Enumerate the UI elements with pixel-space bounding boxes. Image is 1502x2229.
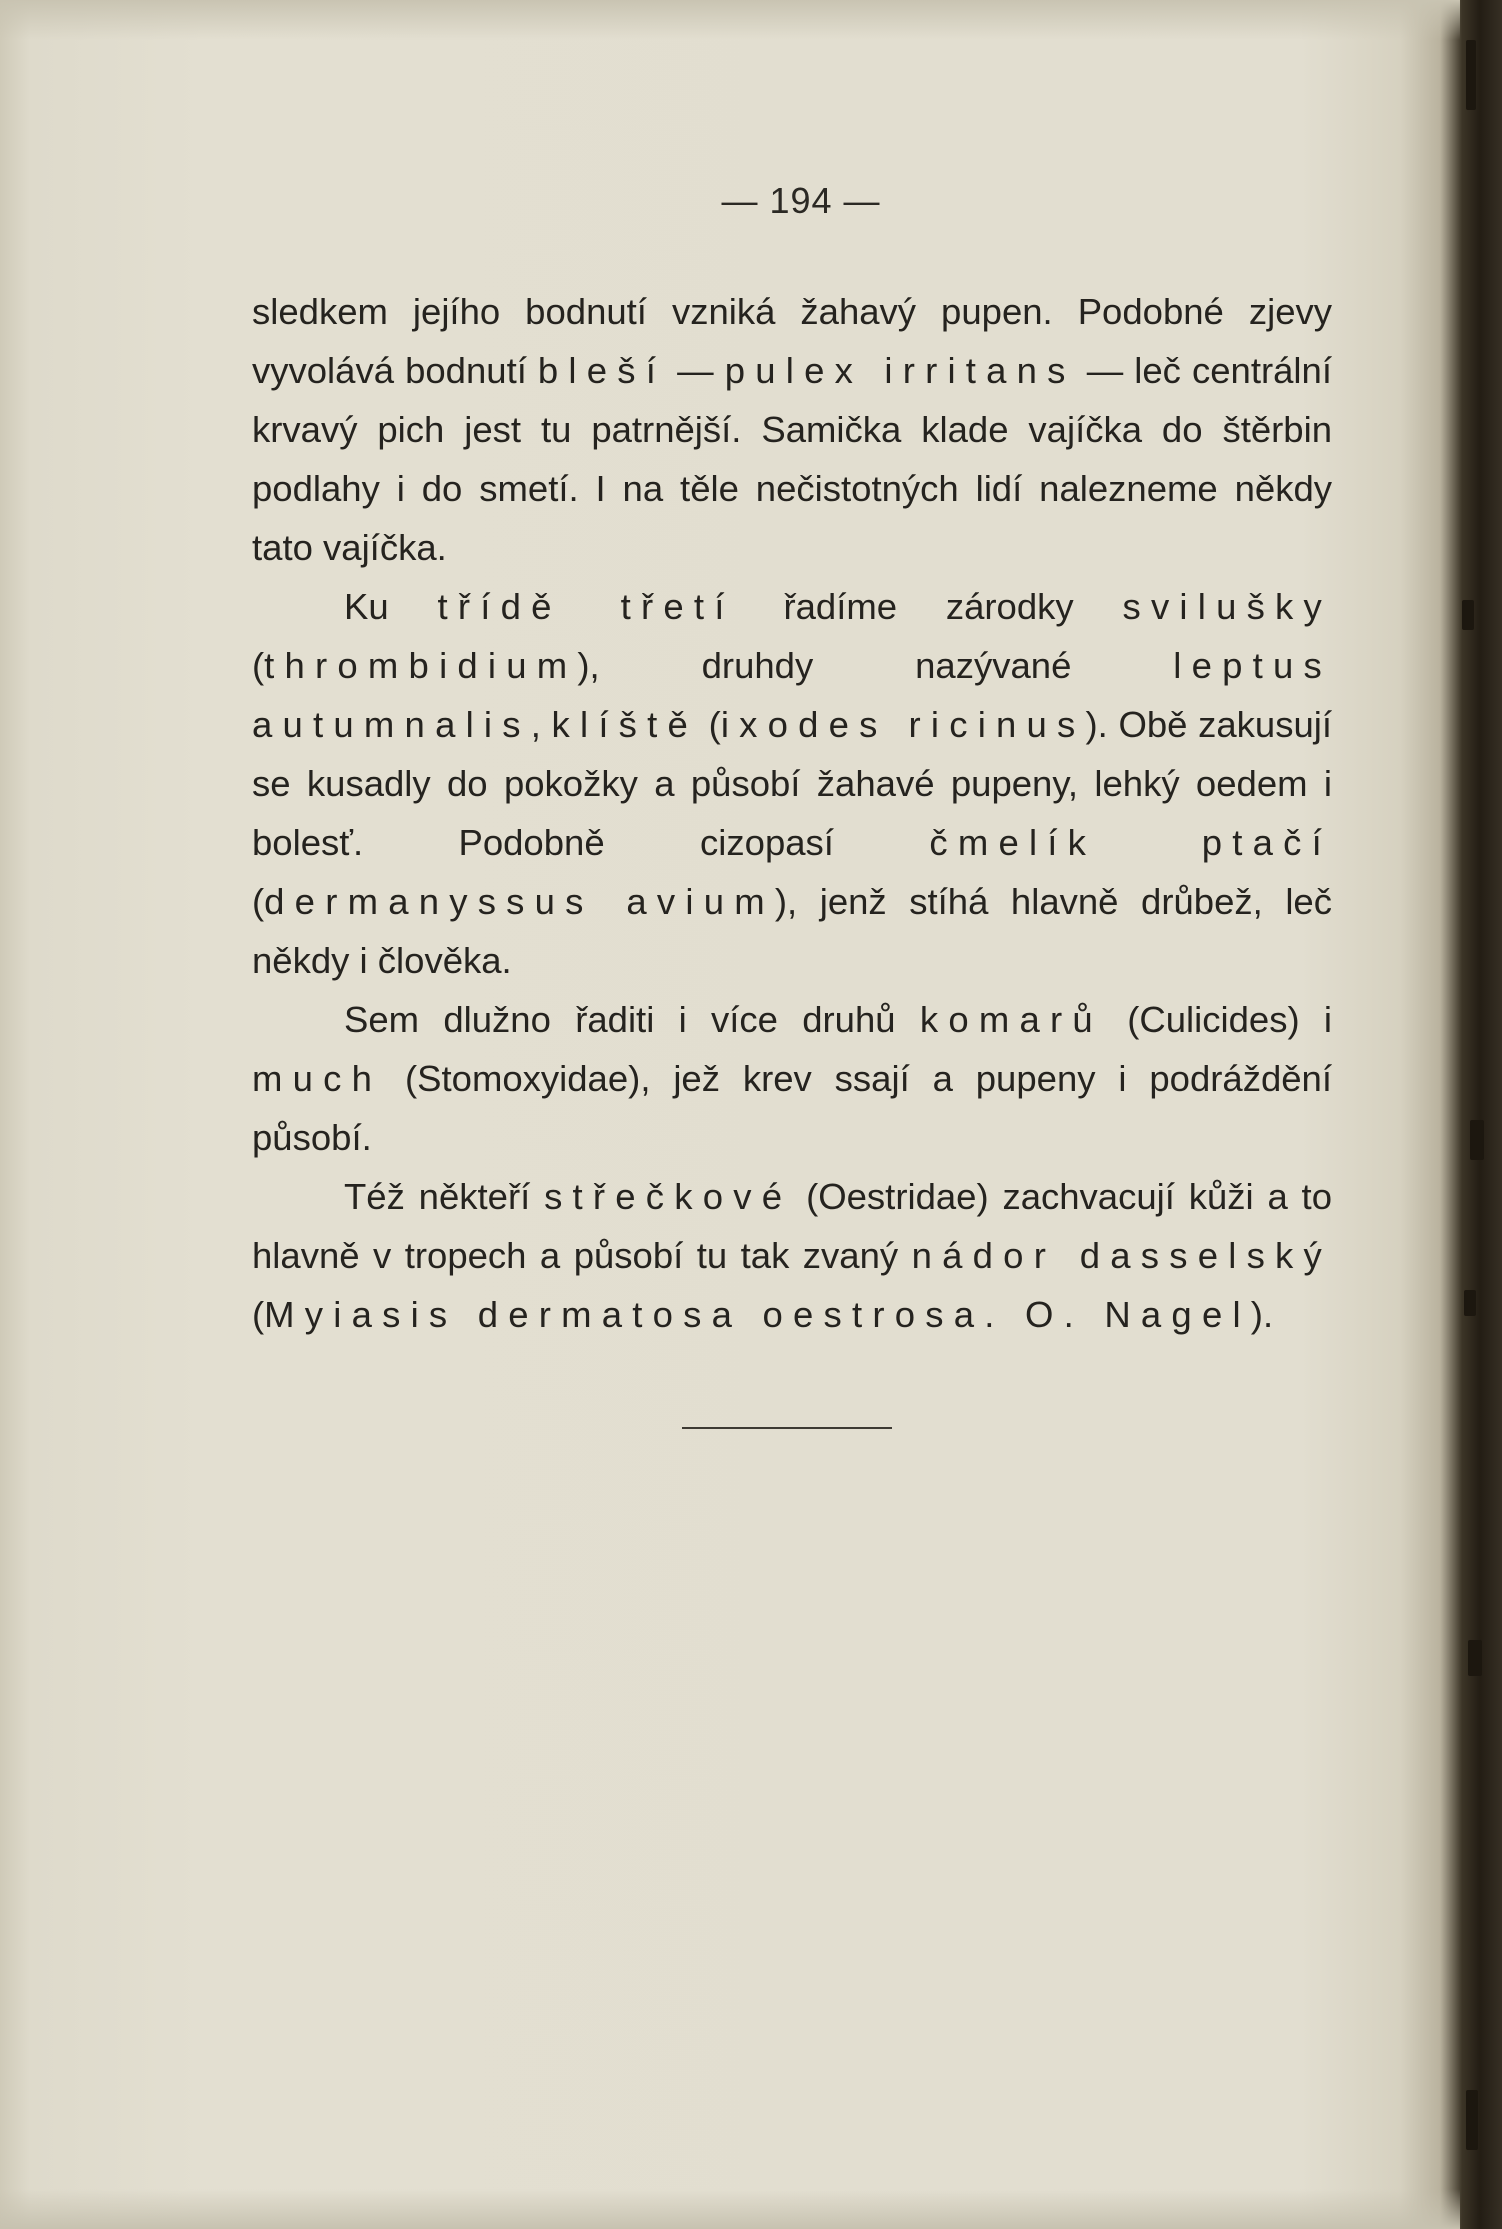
text-run: — leč centrální krvavý pich jest tu patrnější. Samička klade vajíčka do štěrbin podlahy i do smetí. I na těle nečistotných lidí nalezneme někdy tato vajíčka. <box>252 350 1332 568</box>
spaced-term: svilušky <box>1122 586 1332 627</box>
paragraph-1 <box>252 282 1332 577</box>
section-end-rule <box>682 1427 892 1429</box>
binding-mark <box>1466 2090 1478 2150</box>
paragraph-4 <box>252 1167 1332 1344</box>
binding-mark <box>1468 1640 1482 1676</box>
paragraph-3 <box>252 990 1332 1167</box>
spaced-term: Myiasis dermatosa oestrosa. O. Nagel <box>264 1294 1251 1335</box>
binding-mark <box>1470 1120 1484 1160</box>
text-run: Též někteří <box>344 1176 545 1217</box>
text-run: ). <box>1250 1294 1274 1335</box>
spaced-term: thrombidium <box>264 645 578 686</box>
spaced-term: čmelík ptačí <box>929 822 1332 863</box>
text-run: ( <box>252 881 265 922</box>
text-run: Ku <box>344 586 438 627</box>
paragraph-2 <box>252 577 1332 990</box>
spaced-term: komarů <box>919 999 1103 1040</box>
text-run: ( <box>252 1294 265 1335</box>
spaced-term: pulex irritans <box>724 350 1076 391</box>
text-run: ), jenž stíhá hlavně drůbež, leč někdy i člověka. <box>252 881 1332 981</box>
spaced-term: střečkové <box>544 1176 793 1217</box>
text-run: ), druhdy nazývané <box>577 645 1174 686</box>
binding-mark <box>1462 600 1474 630</box>
text-run: řadíme zárodky <box>734 586 1123 627</box>
spaced-term: nádor dasselský <box>911 1235 1332 1276</box>
spaced-term: dermanyssus avium <box>264 881 775 922</box>
page-edge-shadow-bottom <box>0 2189 1460 2229</box>
page-edge-shadow-top <box>0 0 1460 40</box>
binding-mark <box>1466 40 1476 110</box>
spaced-term: ixodes ricinus <box>720 704 1086 745</box>
spaced-term: klíště <box>551 704 699 745</box>
binding-mark <box>1464 1290 1476 1316</box>
spaced-term: bleší <box>537 350 667 391</box>
body-text <box>252 282 1332 1344</box>
text-run: ( <box>252 645 265 686</box>
text-run: ( <box>698 704 721 745</box>
text-run: ). Obě zakusují se kusadly do pokožky a působí žahavé pupeny, lehký oedem i bolesť. Podobně cizopasí <box>252 704 1332 863</box>
spaced-term: třídě třetí <box>437 586 735 627</box>
spaced-term: much <box>252 1058 383 1099</box>
page-number: — 194 — <box>721 180 881 221</box>
text-run: — <box>666 350 725 391</box>
text-run: (Culicides) i <box>1102 999 1332 1040</box>
text-run: (Oestridae) zachvacují kůži a to hlavně v tropech a působí tu tak zvaný <box>252 1176 1333 1276</box>
text-run: Sem dlužno řaditi i více druhů <box>344 999 920 1040</box>
text-run: , <box>530 704 552 745</box>
text-run: (Stomoxyidae), jež krev ssají a pupeny i podráždění působí. <box>252 1058 1332 1158</box>
text-run: sledkem jejího bodnutí vzniká žahavý pupen. Podobné zjevy vyvolává bodnutí <box>252 291 1332 391</box>
spaced-term: leptus autumnalis <box>252 645 1332 745</box>
